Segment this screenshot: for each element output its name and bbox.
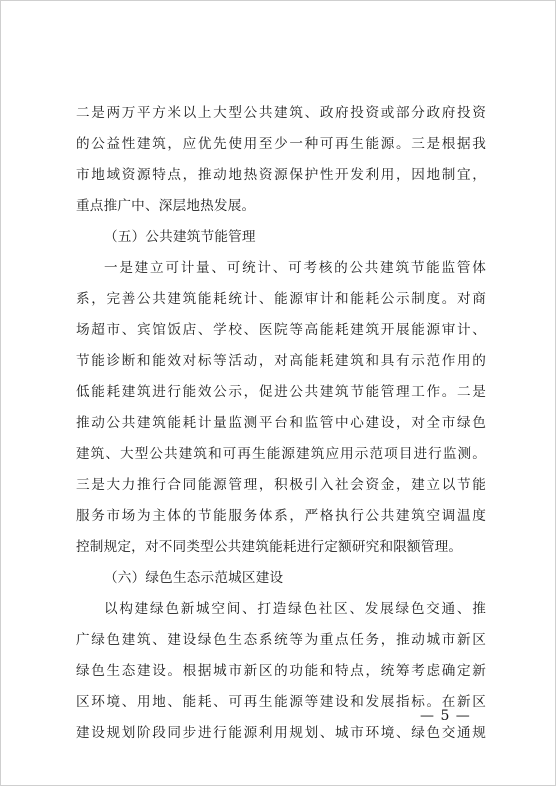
text-line: 区环境、用地、能耗、可再生能源等建设和发展指标。在新区 [76, 694, 486, 710]
text-line: 建筑、大型公共建筑和可再生能源建筑应用示范项目进行监测。 [76, 446, 486, 462]
document-body [76, 98, 486, 749]
section-heading: （五）公共建筑节能管理 [104, 229, 256, 245]
text-line: 系，完善公共建筑能耗统计、能源审计和能耗公示制度。对商 [76, 291, 486, 307]
text-line: 二是两万平方米以上大型公共建筑、政府投资或部分政府投资 [76, 105, 486, 121]
text-line: 重点推广中、深层地热发展。 [76, 198, 256, 214]
text-line: 低能耗建筑进行能效公示，促进公共建筑节能管理工作。二是 [76, 384, 486, 400]
text-line: 场超市、宾馆饭店、学校、医院等高能耗建筑开展能源审计、 [76, 322, 486, 338]
text-line: 服务市场为主体的节能服务体系，严格执行公共建筑空调温度 [76, 508, 486, 524]
text-line: 的公益性建筑，应优先使用至少一种可再生能源。三是根据我 [76, 136, 486, 152]
text-line: 一是建立可计量、可统计、可考核的公共建筑节能监管体 [104, 260, 486, 276]
section-heading: （六）绿色生态示范城区建设 [104, 570, 284, 586]
text-line: 建设规划阶段同步进行能源利用规划、城市环境、绿色交通规 [76, 725, 486, 741]
text-line: 三是大力推行合同能源管理，积极引入社会资金，建立以节能 [76, 477, 486, 493]
page-number: — 5 — [420, 708, 471, 724]
text-line: 控制规定，对不同类型公共建筑能耗进行定额研究和限额管理。 [76, 539, 463, 555]
text-line: 推动公共建筑能耗计量监测平台和监管中心建设，对全市绿色 [76, 415, 486, 431]
text-line: 节能诊断和能效对标等活动，对高能耗建筑和具有示范作用的 [76, 353, 486, 369]
text-line: 绿色生态建设。根据城市新区的功能和特点，统筹考虑确定新 [76, 663, 486, 679]
text-line: 以构建绿色新城空间、打造绿色社区、发展绿色交通、推 [104, 601, 486, 617]
text-line: 广绿色建筑、建设绿色生态系统等为重点任务，推动城市新区 [76, 632, 486, 648]
text-line: 市地域资源特点，推动地热资源保护性开发利用，因地制宜， [76, 167, 486, 183]
